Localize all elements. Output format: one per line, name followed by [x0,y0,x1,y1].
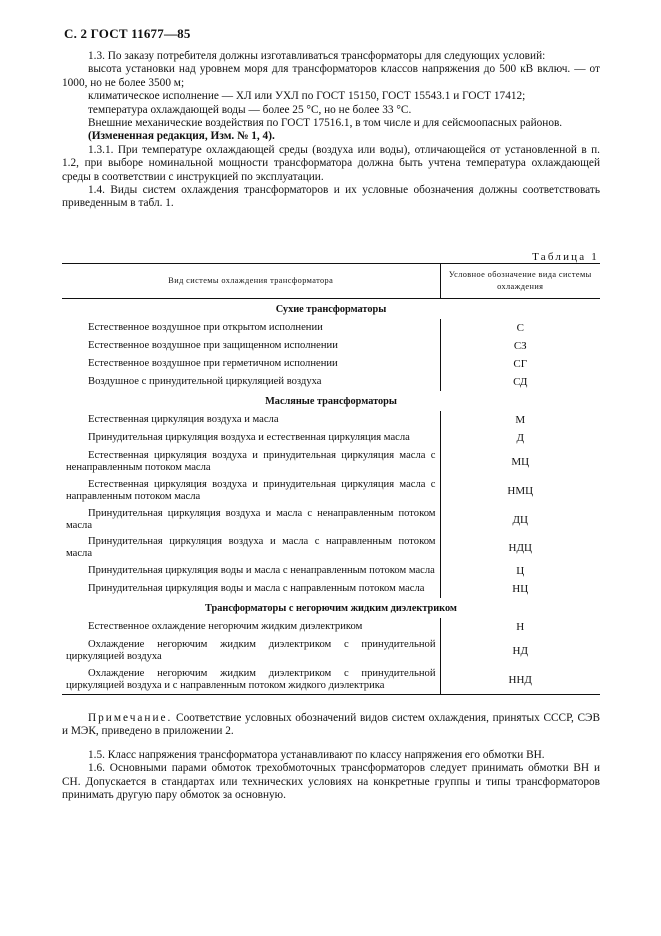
cooling-code-cell: НД [512,644,528,657]
cooling-code-cell: НМЦ [507,484,534,497]
section-title: Сухие трансформаторы [275,304,387,315]
cooling-type-cell [62,411,440,429]
cooling-code-cell: С [516,322,524,334]
table-section-row [62,391,600,411]
table-row [62,505,600,534]
paragraph-1-3-1: 1.3.1. При температуре охлаждающей среды (воздуха или воды), отличающейся от установленной в п. 1.2, при выборе номинальной мощности трансформатора должна быть учтена температура охлаждающей среды в соответствии с инструкцией по эксплуатации. [62,143,600,183]
paragraph-climate: климатическое исполнение — ХЛ или УХЛ по ГОСТ 15150, ГОСТ 15543.1 и ГОСТ 17412; [88,90,526,103]
cooling-code-cell: М [515,414,526,426]
cooling-type-text: Принудительная циркуляция воздуха и масла с направленным потоком масла [66,536,436,559]
table-row [62,580,600,598]
cooling-type-cell [62,337,440,355]
cooling-type-text: Принудительная циркуляция воздуха и естественная циркуляция масла [88,432,410,443]
paragraph-1-4: 1.4. Виды систем охлаждения трансформаторов и их условные обозначения должны соответствовать приведенным в табл. 1. [62,184,600,210]
cooling-type-text: Воздушное с принудительной циркуляцией воздуха [88,376,322,387]
column-header-type: Вид системы охлаждения трансформатора [62,264,440,299]
table-header-row [62,264,600,299]
cooling-code-cell: Ц [516,565,525,577]
cooling-type-cell [62,429,440,447]
intro-section [62,50,600,211]
paragraph-water-temp: температура охлаждающей воды — более 25 °С, но не более 33 °С. [88,103,412,116]
table-row [62,429,600,447]
cooling-code-cell: Н [516,621,525,633]
cooling-code-cell: ННД [440,665,600,695]
table-row [62,636,600,665]
cooling-type-cell [62,562,440,580]
column-header-code: Условное обозначение вида системы охлаждения [440,264,600,299]
paragraph-revision: (Измененная редакция, Изм. № 1, 4). [88,130,275,143]
footer-section [62,712,600,802]
cooling-type-cell [62,665,440,695]
cooling-type-cell [62,618,440,636]
cooling-type-cell [62,447,440,476]
table-row [62,319,600,337]
cooling-type-text: Естественное воздушное при герметичном исполнении [88,358,338,369]
cooling-code-cell: НЦ [512,583,529,595]
cooling-type-text: Естественное воздушное при открытом исполнении [88,322,323,333]
paragraph-1-5: 1.5. Класс напряжения трансформатора устанавливают по классу напряжения его обмотки ВН. [88,748,545,761]
cooling-code-cell: МЦ [511,455,530,468]
cooling-type-cell [62,355,440,373]
table-body [62,299,600,695]
table-row [62,373,600,391]
paragraph-altitude: высота установки над уровнем моря для трансформаторов классов напряжения до 500 кВ включ. — от 1000, но не более 3500 м; [62,63,600,89]
paragraph-1-6: 1.6. Основными парами обмоток трехобмоточных трансформаторов следует принимать обмотки ВН и СН. Допускается в стандартах или технических условиях на конкретные группы и типы трансформаторов принимать другую пару обмоток за основную. [62,762,600,802]
cooling-type-cell [62,476,440,505]
table-note [62,712,600,739]
table-caption: Таблица 1 [532,251,599,263]
cooling-code-cell: СГ [513,358,528,370]
cooling-code-cell: Д [516,432,524,444]
cooling-type-text: Естественная циркуляция воздуха и принудительная циркуляция масла с ненаправленным потоком масла [66,449,436,473]
table-row [62,355,600,373]
cooling-type-cell [62,580,440,598]
section-title: Трансформаторы с негорючим жидким диэлектриком [205,603,457,614]
table-row [62,447,600,476]
cooling-type-text: Принудительная циркуляция воды и масла с ненаправленным потоком масла [88,565,435,576]
cooling-type-cell [62,319,440,337]
table-row [62,618,600,636]
cooling-type-text: Естественная циркуляция воздуха и принудительная циркуляция масла с направленным потоком масла [66,478,436,502]
cooling-type-cell [62,636,440,665]
paragraph-mechanical: Внешние механические воздействия по ГОСТ 17516.1, в том числе и для сейсмоопасных районов. [88,117,563,130]
cooling-type-cell [62,505,440,534]
cooling-code-cell: СЗ [513,340,527,352]
cooling-code-cell: ДЦ [512,513,528,526]
cooling-type-text: Естественное воздушное при защищенном исполнении [88,340,338,351]
cooling-type-text: Принудительная циркуляция воды и масла с направленным потоком масла [88,583,425,594]
table-section-row [62,598,600,618]
cooling-code-cell: НДЦ [508,542,532,554]
cooling-type-cell [62,534,440,562]
table-row [62,476,600,505]
cooling-type-text: Естественное охлаждение негорючим жидким диэлектриком [88,621,363,632]
section-title: Масляные трансформаторы [265,396,397,407]
table-row [62,562,600,580]
paragraph-1-3: 1.3. По заказу потребителя должны изготавливаться трансформаторы для следующих условий: [88,50,546,62]
table-row [62,411,600,429]
note-text: Соответствие условных обозначений видов систем охлаждения, принятых СССР, СЭВ и МЭК, приведено в приложении 2. [62,712,600,738]
cooling-type-cell [62,373,440,391]
table-row [62,665,600,695]
page-header: С. 2 ГОСТ 11677—85 [64,26,191,41]
cooling-type-text: Принудительная циркуляция воздуха и масла с ненаправленным потоком масла [66,507,436,531]
cooling-systems-table [62,263,600,695]
table-row [62,337,600,355]
note-label: Примечание. [88,712,173,724]
table-section-row [62,299,600,320]
cooling-type-text: Охлаждение негорючим жидким диэлектриком с принудительной циркуляцией воздуха и с направленным потоком жидкого диэлектрика [66,667,436,691]
cooling-type-text: Естественная циркуляция воздуха и масла [88,414,279,425]
cooling-code-cell: СД [513,376,528,388]
cooling-type-text: Охлаждение негорючим жидким диэлектриком с принудительной циркуляцией воздуха [66,638,436,662]
table-row [62,534,600,562]
